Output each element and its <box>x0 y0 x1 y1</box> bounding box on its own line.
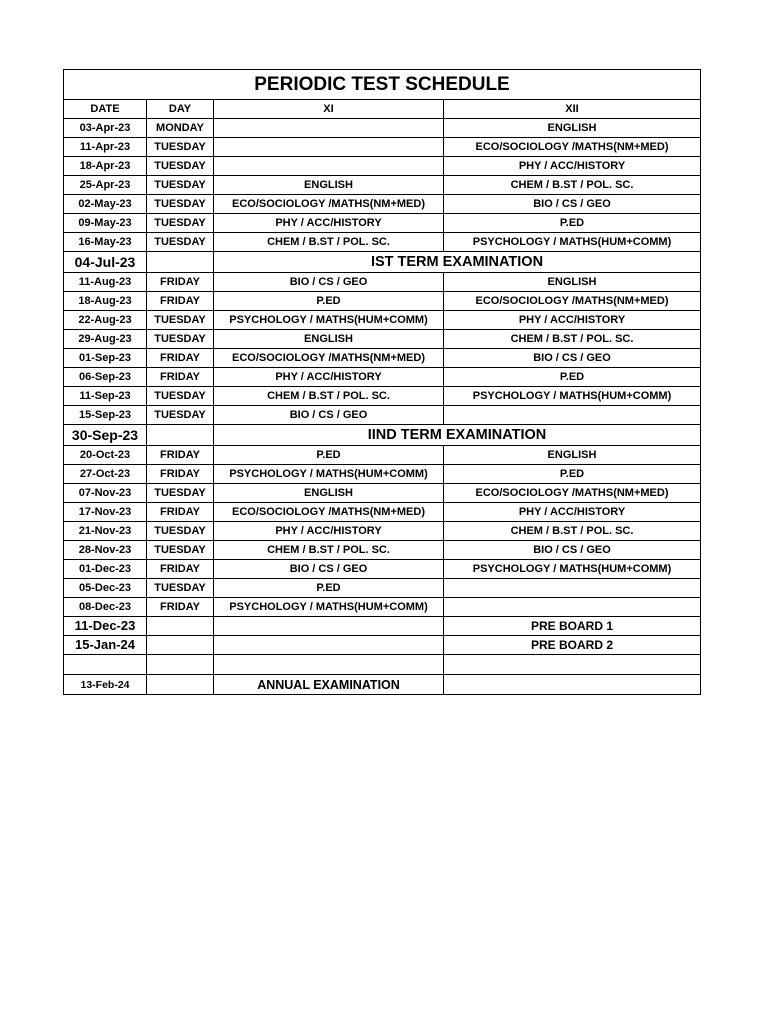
schedule-row <box>64 349 701 368</box>
cell-day: TUESDAY <box>147 330 214 349</box>
exam-row <box>64 425 701 446</box>
cell-xii: ENGLISH <box>444 446 701 465</box>
cell-day: TUESDAY <box>147 387 214 406</box>
cell-day <box>147 636 214 655</box>
schedule-row <box>64 233 701 252</box>
cell-date: 22-Aug-23 <box>64 311 147 330</box>
cell-xii: BIO / CS / GEO <box>444 349 701 368</box>
cell-xii: ENGLISH <box>444 119 701 138</box>
schedule-row <box>64 598 701 617</box>
cell-xi: ENGLISH <box>214 176 444 195</box>
cell-day: TUESDAY <box>147 157 214 176</box>
cell-date: 05-Dec-23 <box>64 579 147 598</box>
cell-xii: ENGLISH <box>444 273 701 292</box>
header-row <box>64 100 701 119</box>
cell-xii: CHEM / B.ST / POL. SC. <box>444 176 701 195</box>
cell-xii: CHEM / B.ST / POL. SC. <box>444 522 701 541</box>
cell-xii: ECO/SOCIOLOGY /MATHS(NM+MED) <box>444 484 701 503</box>
cell-date: 02-May-23 <box>64 195 147 214</box>
cell-date: 06-Sep-23 <box>64 368 147 387</box>
cell-xii: P.ED <box>444 214 701 233</box>
cell-xii: CHEM / B.ST / POL. SC. <box>444 330 701 349</box>
exam-title: IST TERM EXAMINATION <box>214 252 701 273</box>
cell-day <box>147 655 214 675</box>
cell-xi: P.ED <box>214 579 444 598</box>
schedule-row <box>64 273 701 292</box>
cell-day: TUESDAY <box>147 541 214 560</box>
schedule-row <box>64 579 701 598</box>
cell-day: TUESDAY <box>147 214 214 233</box>
cell-xi: ECO/SOCIOLOGY /MATHS(NM+MED) <box>214 195 444 214</box>
cell-date: 25-Apr-23 <box>64 176 147 195</box>
cell-xii: PSYCHOLOGY / MATHS(HUM+COMM) <box>444 233 701 252</box>
exam-date: 04-Jul-23 <box>64 252 147 273</box>
cell-date: 27-Oct-23 <box>64 465 147 484</box>
schedule-row <box>64 465 701 484</box>
cell-xii: P.ED <box>444 368 701 387</box>
exam-row <box>64 252 701 273</box>
cell-xi: ENGLISH <box>214 484 444 503</box>
cell-day: FRIDAY <box>147 560 214 579</box>
cell-date: 03-Apr-23 <box>64 119 147 138</box>
cell-xi <box>214 119 444 138</box>
cell-day: FRIDAY <box>147 503 214 522</box>
cell-xii: P.ED <box>444 465 701 484</box>
cell-date: 01-Dec-23 <box>64 560 147 579</box>
cell-date: 28-Nov-23 <box>64 541 147 560</box>
cell-day: TUESDAY <box>147 176 214 195</box>
schedule-row <box>64 560 701 579</box>
schedule-body <box>64 119 701 695</box>
schedule-row <box>64 138 701 157</box>
cell-xi: P.ED <box>214 292 444 311</box>
schedule-row <box>64 368 701 387</box>
cell-xii: PSYCHOLOGY / MATHS(HUM+COMM) <box>444 387 701 406</box>
cell-date: 08-Dec-23 <box>64 598 147 617</box>
schedule-row <box>64 617 701 636</box>
cell-date: 17-Nov-23 <box>64 503 147 522</box>
header-date: DATE <box>64 100 147 119</box>
cell-xi <box>214 617 444 636</box>
cell-date: 11-Sep-23 <box>64 387 147 406</box>
cell-xi: BIO / CS / GEO <box>214 406 444 425</box>
cell-day: FRIDAY <box>147 465 214 484</box>
schedule-row <box>64 387 701 406</box>
cell-xii <box>444 406 701 425</box>
cell-xii: PHY / ACC/HISTORY <box>444 311 701 330</box>
cell-day: FRIDAY <box>147 368 214 387</box>
header-xi: XI <box>214 100 444 119</box>
page-title: PERIODIC TEST SCHEDULE <box>64 70 701 100</box>
cell-date: 15-Jan-24 <box>64 636 147 655</box>
header-xii: XII <box>444 100 701 119</box>
cell-date: 11-Apr-23 <box>64 138 147 157</box>
header-day: DAY <box>147 100 214 119</box>
exam-day-cell <box>147 425 214 446</box>
cell-xi: PHY / ACC/HISTORY <box>214 214 444 233</box>
cell-day: MONDAY <box>147 119 214 138</box>
schedule-row <box>64 541 701 560</box>
exam-title: IIND TERM EXAMINATION <box>214 425 701 446</box>
cell-xii: PSYCHOLOGY / MATHS(HUM+COMM) <box>444 560 701 579</box>
schedule-row <box>64 484 701 503</box>
schedule-row <box>64 214 701 233</box>
cell-xi <box>214 636 444 655</box>
schedule-row <box>64 311 701 330</box>
cell-day: FRIDAY <box>147 349 214 368</box>
cell-date: 13-Feb-24 <box>64 675 147 695</box>
cell-xi <box>214 138 444 157</box>
schedule-row <box>64 636 701 655</box>
cell-xi: CHEM / B.ST / POL. SC. <box>214 541 444 560</box>
cell-day: TUESDAY <box>147 522 214 541</box>
cell-day: FRIDAY <box>147 292 214 311</box>
cell-day: TUESDAY <box>147 484 214 503</box>
cell-xi: P.ED <box>214 446 444 465</box>
cell-xi: ECO/SOCIOLOGY /MATHS(NM+MED) <box>214 503 444 522</box>
cell-date: 29-Aug-23 <box>64 330 147 349</box>
cell-xii <box>444 655 701 675</box>
cell-xi: ECO/SOCIOLOGY /MATHS(NM+MED) <box>214 349 444 368</box>
cell-date: 18-Aug-23 <box>64 292 147 311</box>
schedule-row <box>64 522 701 541</box>
cell-xi: ANNUAL EXAMINATION <box>214 675 444 695</box>
schedule-row <box>64 406 701 425</box>
cell-xi <box>214 655 444 675</box>
cell-xi: PSYCHOLOGY / MATHS(HUM+COMM) <box>214 465 444 484</box>
cell-xi: BIO / CS / GEO <box>214 273 444 292</box>
cell-day <box>147 617 214 636</box>
cell-day: TUESDAY <box>147 406 214 425</box>
cell-date: 18-Apr-23 <box>64 157 147 176</box>
cell-day: FRIDAY <box>147 446 214 465</box>
schedule-row <box>64 503 701 522</box>
schedule-row <box>64 675 701 695</box>
exam-day-cell <box>147 252 214 273</box>
schedule-table <box>63 69 701 695</box>
cell-xi: ENGLISH <box>214 330 444 349</box>
schedule-row <box>64 655 701 675</box>
cell-xii <box>444 675 701 695</box>
schedule-row <box>64 176 701 195</box>
cell-xi: BIO / CS / GEO <box>214 560 444 579</box>
cell-xii: PRE BOARD 1 <box>444 617 701 636</box>
cell-xii: PRE BOARD 2 <box>444 636 701 655</box>
cell-xi: PSYCHOLOGY / MATHS(HUM+COMM) <box>214 311 444 330</box>
cell-xii: PHY / ACC/HISTORY <box>444 503 701 522</box>
schedule-sheet <box>63 69 701 695</box>
cell-date: 15-Sep-23 <box>64 406 147 425</box>
cell-day <box>147 675 214 695</box>
cell-xii: PHY / ACC/HISTORY <box>444 157 701 176</box>
cell-date: 11-Aug-23 <box>64 273 147 292</box>
cell-xi: CHEM / B.ST / POL. SC. <box>214 233 444 252</box>
cell-date: 09-May-23 <box>64 214 147 233</box>
cell-xii: ECO/SOCIOLOGY /MATHS(NM+MED) <box>444 292 701 311</box>
schedule-row <box>64 292 701 311</box>
cell-date: 07-Nov-23 <box>64 484 147 503</box>
cell-xi <box>214 157 444 176</box>
schedule-row <box>64 195 701 214</box>
cell-xi: CHEM / B.ST / POL. SC. <box>214 387 444 406</box>
cell-xii <box>444 598 701 617</box>
cell-xii: ECO/SOCIOLOGY /MATHS(NM+MED) <box>444 138 701 157</box>
cell-date: 20-Oct-23 <box>64 446 147 465</box>
cell-day: TUESDAY <box>147 195 214 214</box>
cell-xi: PHY / ACC/HISTORY <box>214 522 444 541</box>
schedule-row <box>64 119 701 138</box>
cell-date <box>64 655 147 675</box>
title-row <box>64 70 701 100</box>
schedule-row <box>64 446 701 465</box>
cell-xii <box>444 579 701 598</box>
schedule-row <box>64 330 701 349</box>
cell-xii: BIO / CS / GEO <box>444 195 701 214</box>
exam-date: 30-Sep-23 <box>64 425 147 446</box>
cell-date: 01-Sep-23 <box>64 349 147 368</box>
cell-xi: PSYCHOLOGY / MATHS(HUM+COMM) <box>214 598 444 617</box>
cell-day: FRIDAY <box>147 598 214 617</box>
cell-day: FRIDAY <box>147 273 214 292</box>
cell-day: TUESDAY <box>147 138 214 157</box>
cell-day: TUESDAY <box>147 233 214 252</box>
cell-xi: PHY / ACC/HISTORY <box>214 368 444 387</box>
cell-date: 11-Dec-23 <box>64 617 147 636</box>
schedule-row <box>64 157 701 176</box>
cell-day: TUESDAY <box>147 311 214 330</box>
cell-date: 21-Nov-23 <box>64 522 147 541</box>
cell-xii: BIO / CS / GEO <box>444 541 701 560</box>
cell-date: 16-May-23 <box>64 233 147 252</box>
cell-day: TUESDAY <box>147 579 214 598</box>
